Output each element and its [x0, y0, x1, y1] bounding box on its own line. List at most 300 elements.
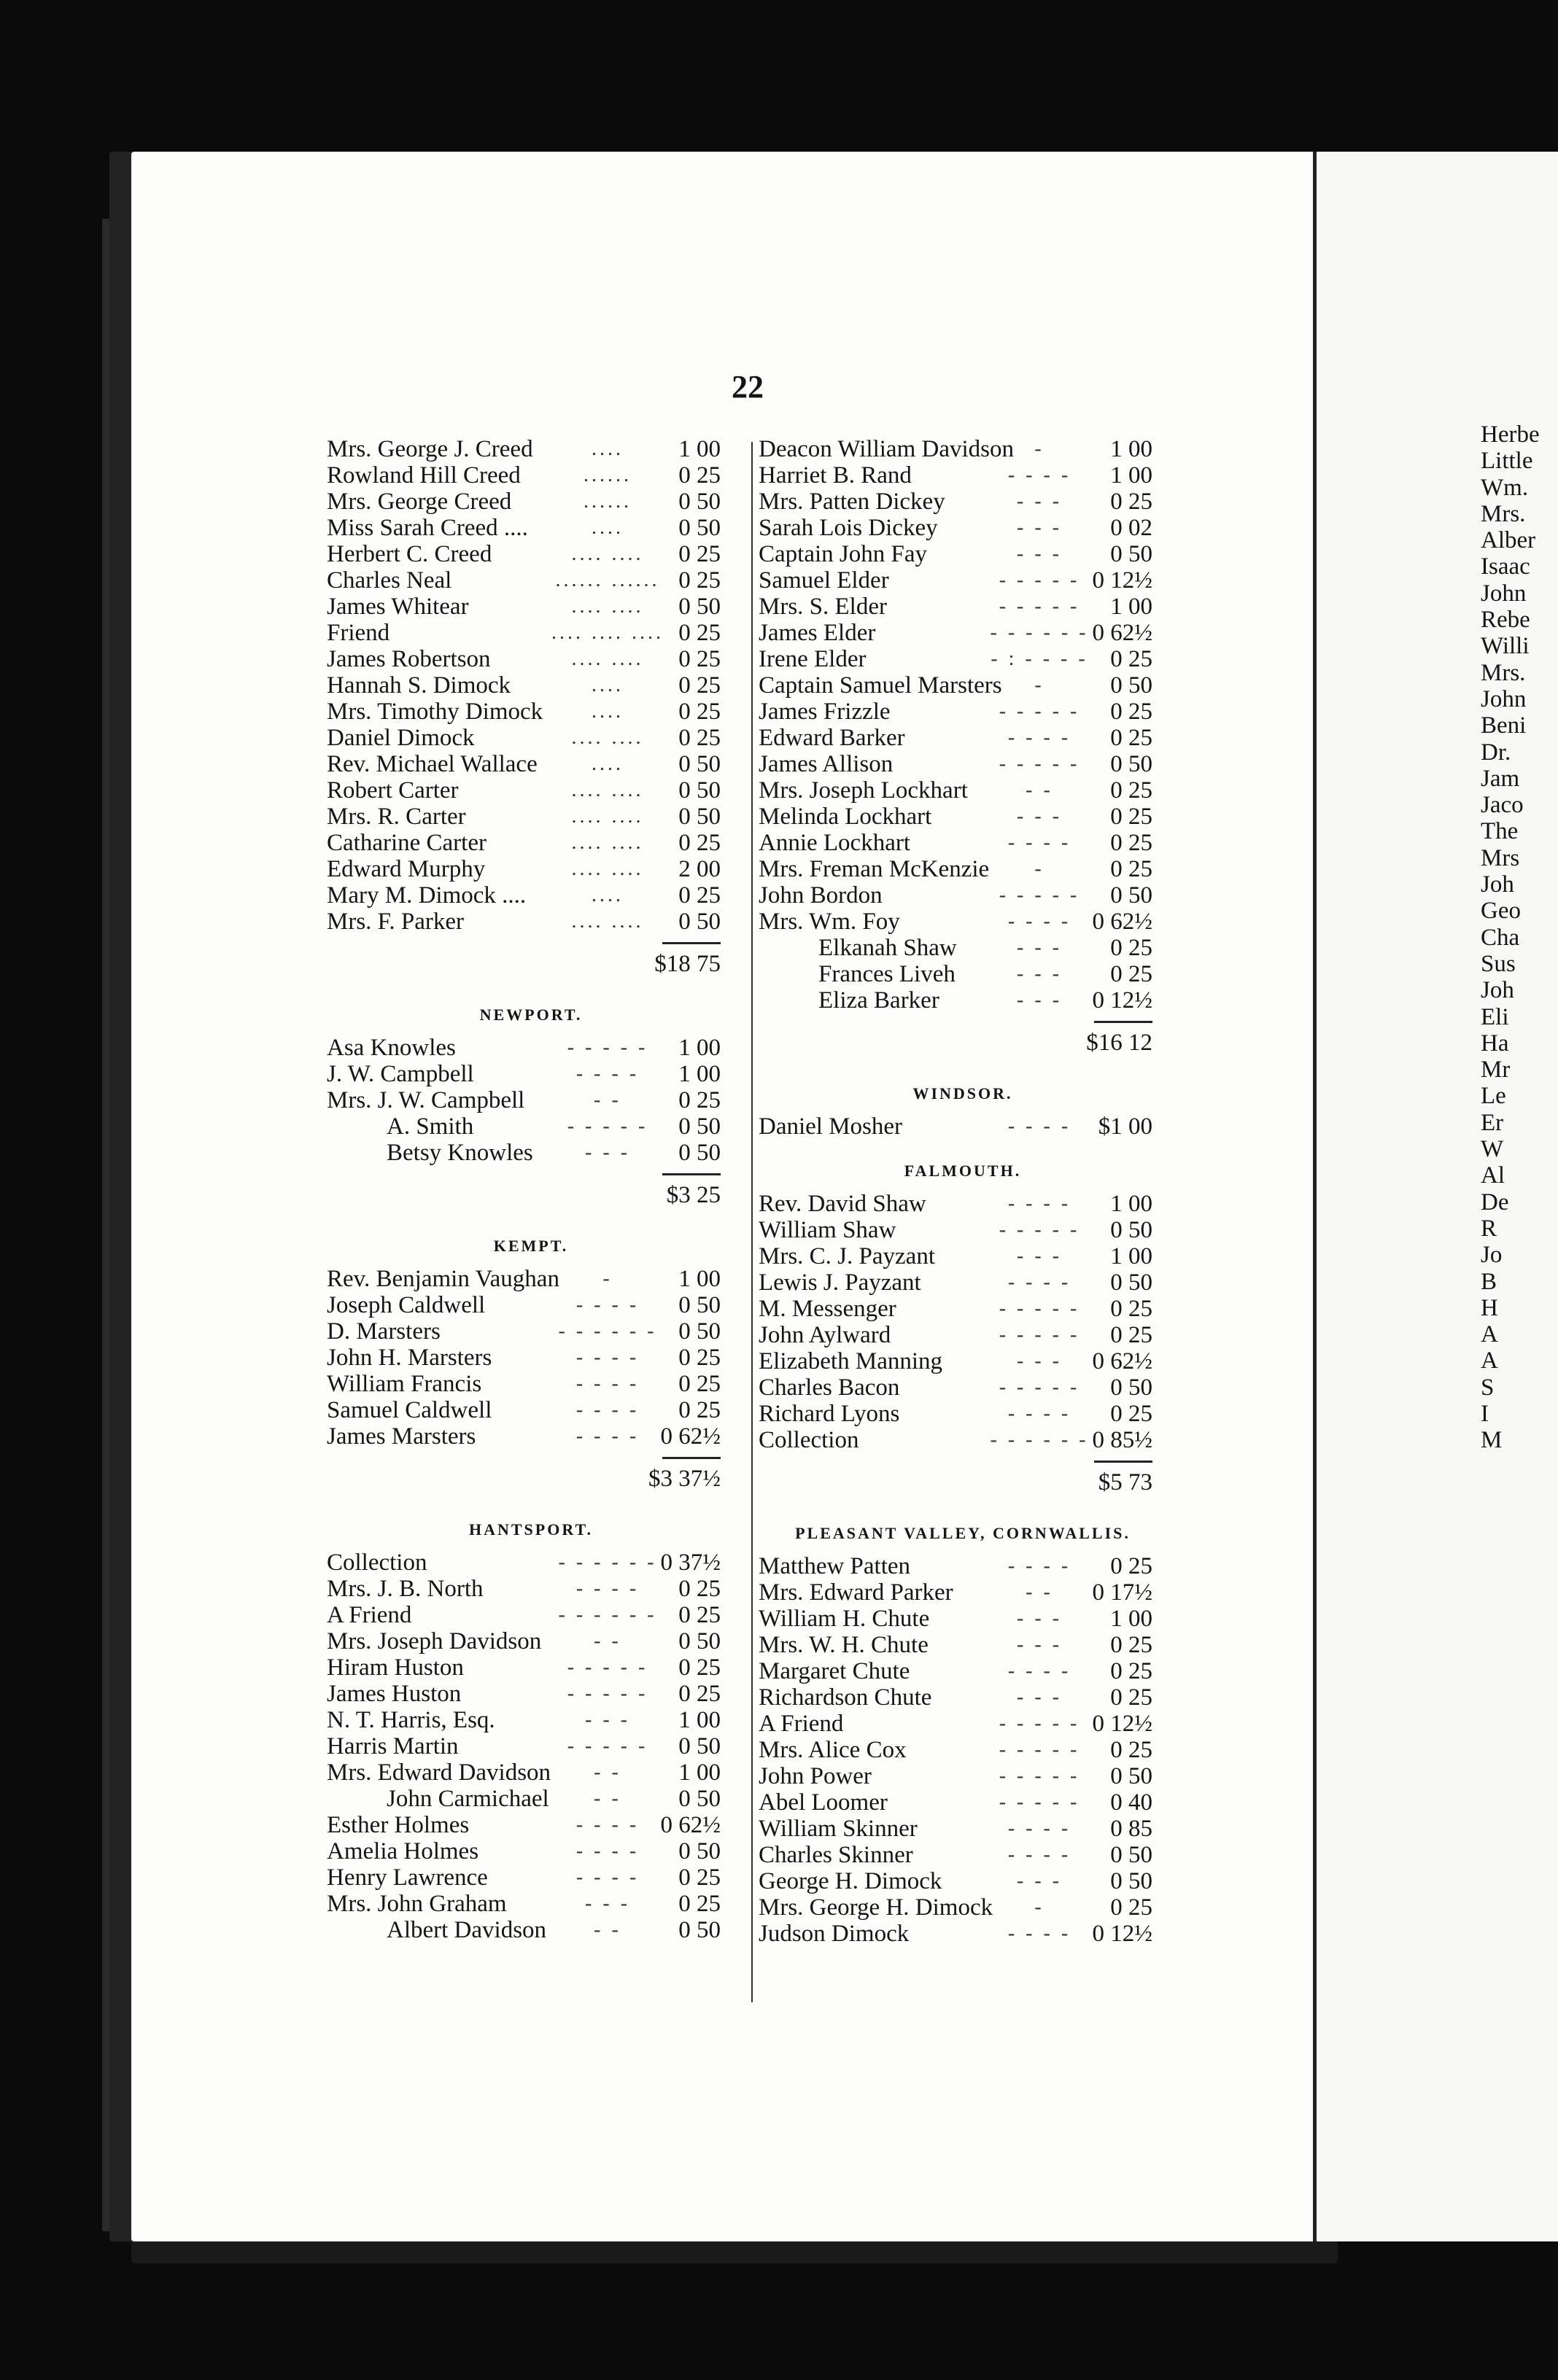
subscriber-name: Richard Lyons	[759, 1401, 900, 1427]
adjacent-page-text: Dr.	[1481, 739, 1511, 766]
subscription-amount: 1 00	[1110, 1243, 1152, 1269]
subscriber-row	[759, 1737, 1167, 1763]
dot-leader: ....	[592, 674, 624, 696]
dot-leader: .... ....	[571, 779, 644, 801]
dot-leader: - -	[594, 1761, 621, 1784]
subscription-amount: 0 50	[678, 777, 721, 804]
subscriber-row	[759, 751, 1167, 777]
subscriber-row	[759, 1921, 1167, 1947]
subscription-amount: 0 25	[678, 672, 721, 699]
subscription-section	[327, 436, 735, 984]
subscriber-row	[327, 1681, 735, 1707]
dot-leader: - - - - -	[999, 752, 1080, 775]
subscriber-name: Mrs. Joseph Lockhart	[759, 777, 968, 804]
subscriber-name: William Francis	[327, 1371, 482, 1397]
dot-leader: - - - - - -	[558, 1603, 657, 1626]
dot-leader: ......	[584, 464, 632, 486]
subscription-amount: 0 50	[1110, 1842, 1152, 1868]
subscription-amount: 0 25	[678, 1681, 721, 1707]
subscriber-name: Collection	[327, 1549, 427, 1576]
subscriber-row	[759, 1217, 1167, 1243]
adjacent-page-text: Eli	[1481, 1003, 1509, 1030]
subscriber-name: A Friend	[759, 1711, 844, 1737]
adjacent-page-text: Beni	[1481, 712, 1527, 739]
adjacent-page-text: Mrs.	[1481, 500, 1526, 527]
subscriber-row	[327, 1035, 735, 1061]
dot-leader: ....	[592, 438, 624, 460]
subscription-amount: 0 25	[1110, 830, 1152, 856]
subscriber-name: A. Smith	[387, 1113, 474, 1140]
subscription-amount: 0 25	[1110, 1322, 1152, 1348]
subscriber-row	[327, 1266, 735, 1292]
dot-leader: - - - -	[1007, 910, 1071, 933]
subscriber-row	[327, 856, 735, 882]
dot-leader: - -	[1026, 1581, 1053, 1603]
subscriber-name: Captain John Fay	[759, 541, 927, 567]
subscriber-row	[759, 1401, 1167, 1427]
subscriber-row	[327, 1759, 735, 1786]
dot-leader: - - - -	[1007, 1271, 1071, 1294]
subscriber-row	[327, 1576, 735, 1602]
adjacent-page-text: W	[1481, 1136, 1504, 1163]
adjacent-page-text: Er	[1481, 1109, 1504, 1136]
subscription-amount: 0 62½	[1092, 1348, 1152, 1374]
subscriber-row	[327, 620, 735, 646]
subscription-amount: 0 50	[678, 1113, 721, 1140]
subscription-amount: 0 25	[678, 1602, 721, 1628]
subscriber-name: Deacon William Davidson	[759, 436, 1014, 462]
subscriber-row	[759, 620, 1167, 646]
subscriber-name: Sarah Lois Dickey	[759, 515, 938, 541]
adjacent-page-text: Al	[1481, 1162, 1505, 1189]
adjacent-page-text: Joh	[1481, 871, 1514, 898]
adjacent-page-text: M	[1481, 1427, 1503, 1454]
subscription-section	[327, 1006, 735, 1215]
dot-leader: - - -	[1017, 516, 1062, 539]
adjacent-page-text: Mrs.	[1481, 659, 1526, 686]
subscriber-row	[327, 1549, 735, 1576]
subscriber-name: Catharine Carter	[327, 830, 487, 856]
subscriber-name: Charles Neal	[327, 567, 452, 594]
subscription-section	[759, 436, 1167, 1062]
subscriber-row	[759, 541, 1167, 567]
subscriber-name: John Aylward	[759, 1322, 891, 1348]
adjacent-page-text: H	[1481, 1294, 1498, 1321]
subscription-amount: 0 25	[1110, 856, 1152, 882]
subscription-amount: 1 00	[678, 1266, 721, 1292]
adjacent-page-text: S	[1481, 1374, 1495, 1401]
dot-leader: ......	[584, 490, 632, 513]
subscriber-name: Mrs. Alice Cox	[759, 1737, 907, 1763]
right-column	[759, 436, 1167, 1947]
subscriber-row	[759, 1658, 1167, 1684]
dot-leader: - - -	[1017, 1245, 1062, 1267]
subscriber-name: Hiram Huston	[327, 1654, 464, 1681]
adjacent-page-text: A	[1481, 1348, 1498, 1374]
subscription-amount: 0 50	[1110, 882, 1152, 909]
subscriber-name: Elkanah Shaw	[818, 935, 957, 961]
subscriber-row	[759, 1711, 1167, 1737]
subscriber-row	[327, 1345, 735, 1371]
subscriber-row	[759, 1606, 1167, 1632]
subscriber-name: James Frizzle	[759, 699, 891, 725]
subscription-amount: 0 40	[1110, 1789, 1152, 1816]
dot-leader: - -	[1026, 779, 1053, 801]
subscriber-name: James Robertson	[327, 646, 491, 672]
subscription-amount: 0 25	[1110, 725, 1152, 751]
subscriber-row	[327, 1397, 735, 1423]
subscriber-row	[327, 515, 735, 541]
dot-leader: .... ....	[571, 595, 644, 618]
subscriber-row	[759, 1789, 1167, 1816]
adjacent-page-text: Rebe	[1481, 607, 1530, 634]
subscription-amount: 0 25	[678, 1576, 721, 1602]
subscriber-row	[327, 699, 735, 725]
dot-leader: - - - -	[575, 1840, 640, 1862]
subscriber-name: Mrs. Joseph Davidson	[327, 1628, 542, 1654]
page-gutter	[1313, 152, 1317, 2241]
adjacent-page-text: Mr	[1481, 1057, 1511, 1084]
subscriber-name: Melinda Lockhart	[759, 804, 932, 830]
subscription-amount: 0 25	[1110, 1632, 1152, 1658]
dot-leader: - - - -	[1007, 1402, 1071, 1425]
dot-leader: .... ....	[571, 910, 644, 933]
adjacent-page-text: Mrs	[1481, 844, 1520, 871]
subscriber-row	[327, 804, 735, 830]
subscription-amount: 0 25	[678, 462, 721, 489]
dot-leader: - - -	[1017, 490, 1062, 513]
dot-leader: - : - - - -	[991, 648, 1088, 670]
dot-leader: - - - - - -	[990, 621, 1089, 644]
subscription-amount: 0 25	[678, 1087, 721, 1113]
subscriber-name: Charles Skinner	[759, 1842, 913, 1868]
subscription-amount: 0 50	[1110, 1269, 1152, 1296]
subscriber-name: Esther Holmes	[327, 1812, 470, 1838]
dot-leader: - - - -	[1007, 1192, 1071, 1215]
left-column	[327, 436, 735, 1943]
dot-leader: - - - -	[1007, 464, 1071, 486]
adjacent-page-text: Jo	[1481, 1242, 1503, 1269]
subscription-amount: 0 62½	[660, 1423, 721, 1450]
subscriber-name: James Whitear	[327, 594, 469, 620]
dot-leader: -	[1034, 858, 1045, 880]
dot-leader: - - - - -	[999, 595, 1080, 618]
subscription-section	[327, 1237, 735, 1498]
dot-leader: - -	[594, 1630, 621, 1652]
dot-leader: - - - - - -	[558, 1551, 657, 1574]
dot-leader: - - - -	[1007, 1843, 1071, 1866]
dot-leader: - - - -	[1007, 831, 1071, 854]
subscription-amount: 0 50	[678, 804, 721, 830]
subscriber-row	[327, 1654, 735, 1681]
subscriber-name: D. Marsters	[327, 1318, 441, 1345]
subscriber-name: Irene Elder	[759, 646, 867, 672]
dot-leader: - - -	[1017, 805, 1062, 828]
dot-leader: ....	[592, 516, 624, 539]
subscriber-row	[327, 1812, 735, 1838]
section-total: $18 75	[654, 951, 721, 977]
dot-leader: - - - - - -	[990, 1428, 1089, 1451]
subscription-amount: 0 25	[1110, 804, 1152, 830]
subscriber-row	[759, 489, 1167, 515]
subscriber-name: Friend	[327, 620, 390, 646]
subscriber-name: Asa Knowles	[327, 1035, 456, 1061]
subscriber-row	[759, 1322, 1167, 1348]
subscriber-row	[759, 987, 1167, 1014]
dot-leader: ...... ......	[555, 569, 660, 591]
dot-leader: - - -	[1017, 1870, 1062, 1892]
subscriber-row	[759, 699, 1167, 725]
subscriber-row	[759, 909, 1167, 935]
dot-leader: -	[1034, 438, 1045, 460]
subscriber-name: Amelia Holmes	[327, 1838, 479, 1864]
adjacent-page-text: Cha	[1481, 924, 1520, 951]
subscription-amount: 0 17½	[1092, 1579, 1152, 1606]
adjacent-page-text: John	[1481, 685, 1527, 712]
subscriber-row	[327, 777, 735, 804]
subscriber-name: Albert Davidson	[387, 1917, 547, 1943]
dot-leader: - - -	[585, 1141, 630, 1164]
subscription-amount: 0 25	[678, 1654, 721, 1681]
subscriber-name: James Allison	[759, 751, 894, 777]
subscriber-row	[759, 725, 1167, 751]
subscriber-row	[327, 751, 735, 777]
subscriber-name: Rev. Benjamin Vaughan	[327, 1266, 559, 1292]
subscription-amount: 1 00	[678, 436, 721, 462]
adjacent-page-text: John	[1481, 580, 1527, 607]
dot-leader: -	[1034, 1896, 1045, 1918]
subscriber-name: A Friend	[327, 1602, 412, 1628]
dot-leader: - - - - -	[567, 1735, 648, 1757]
subscriber-name: M. Messenger	[759, 1296, 896, 1322]
adjacent-page-text: Joh	[1481, 977, 1514, 1004]
subscription-amount: 0 50	[678, 1140, 721, 1166]
subscription-amount: 0 25	[1110, 1684, 1152, 1711]
subscriber-row	[327, 1786, 735, 1812]
subscription-amount: 0 37½	[660, 1549, 721, 1576]
dot-leader: - - -	[1017, 936, 1062, 959]
subscriber-row	[327, 541, 735, 567]
dot-leader: - - - - -	[999, 1297, 1080, 1320]
subscription-amount: 0 25	[1110, 1553, 1152, 1579]
subscriber-row	[327, 1140, 735, 1166]
subscriber-name: Samuel Elder	[759, 567, 889, 594]
subscription-amount: 0 62½	[1092, 620, 1152, 646]
subscriber-row	[759, 1113, 1167, 1140]
subscriber-name: Harris Martin	[327, 1733, 459, 1759]
subscription-amount: 0 50	[678, 1628, 721, 1654]
subscription-amount: 1 00	[678, 1707, 721, 1733]
subscriber-row	[759, 777, 1167, 804]
subscription-amount: 0 25	[678, 620, 721, 646]
subscriber-name: Miss Sarah Creed ....	[327, 515, 528, 541]
adjacent-page-text: Willi	[1481, 633, 1530, 660]
dot-leader: - -	[594, 1918, 621, 1941]
adjacent-page-text: The	[1481, 818, 1519, 845]
dot-leader: - - - - -	[999, 1765, 1080, 1787]
subscription-section	[759, 1162, 1167, 1502]
subscriber-name: Mrs. S. Elder	[759, 594, 887, 620]
dot-leader: - - -	[1017, 1350, 1062, 1372]
subscription-amount: 0 50	[678, 1917, 721, 1943]
subscriber-row	[327, 1864, 735, 1891]
subscriber-row	[759, 935, 1167, 961]
subscriber-name: Rowland Hill Creed	[327, 462, 521, 489]
subscription-amount: 0 25	[678, 1891, 721, 1917]
subscriber-name: Betsy Knowles	[387, 1140, 533, 1166]
adjacent-page-text: Wm.	[1481, 474, 1529, 501]
subscription-amount: 0 25	[678, 1864, 721, 1891]
adjacent-page-text: Jam	[1481, 765, 1520, 792]
subscription-amount: 0 62½	[1092, 909, 1152, 935]
subscriber-row	[327, 489, 735, 515]
subscription-amount: 0 25	[1110, 961, 1152, 987]
dot-leader: .... ....	[571, 831, 644, 854]
subscriber-row	[327, 1838, 735, 1864]
dot-leader: .... .... ....	[551, 621, 664, 644]
subscription-amount: 0 25	[678, 1397, 721, 1423]
dot-leader: - -	[594, 1787, 621, 1810]
subscription-amount: 0 25	[678, 830, 721, 856]
subscription-section	[327, 1520, 735, 1943]
subscriber-name: Edward Murphy	[327, 856, 486, 882]
section-total: $3 37½	[648, 1466, 721, 1492]
section-heading: HANTSPORT.	[468, 1520, 593, 1539]
subscriber-row	[759, 882, 1167, 909]
subscriber-row	[327, 1113, 735, 1140]
subscription-amount: 0 25	[1110, 489, 1152, 515]
subscription-amount: 1 00	[678, 1759, 721, 1786]
subscription-amount: 0 25	[678, 725, 721, 751]
subscriber-name: Abel Loomer	[759, 1789, 888, 1816]
subscriber-row	[759, 594, 1167, 620]
dot-leader: - - - -	[575, 1294, 640, 1316]
dot-leader: - - -	[585, 1892, 630, 1915]
subscriber-name: John Bordon	[759, 882, 883, 909]
adjacent-page-text: Little	[1481, 448, 1533, 475]
dot-leader: - - - -	[575, 1577, 640, 1600]
subscription-amount: 0 25	[1110, 1401, 1152, 1427]
dot-leader: - - - - -	[567, 1656, 648, 1679]
subscriber-name: Mary M. Dimock ....	[327, 882, 527, 909]
subscriber-row	[759, 856, 1167, 882]
section-heading: KEMPT.	[493, 1237, 569, 1255]
subscriber-name: Hannah S. Dimock	[327, 672, 511, 699]
subscription-amount: 0 25	[678, 1371, 721, 1397]
dot-leader: - - - - -	[999, 1376, 1080, 1399]
subscriber-name: Mrs. J. W. Campbell	[327, 1087, 525, 1113]
subscriber-name: Daniel Dimock	[327, 725, 475, 751]
subscriber-row	[327, 436, 735, 462]
subscriber-name: Mrs. C. J. Payzant	[759, 1243, 935, 1269]
dot-leader: ....	[592, 884, 624, 906]
dot-leader: - - - -	[1007, 1555, 1071, 1577]
dot-leader: - -	[594, 1089, 621, 1111]
subscriber-row	[759, 1269, 1167, 1296]
subscriber-row	[759, 1842, 1167, 1868]
dot-leader: - - -	[1017, 989, 1062, 1011]
subscriber-name: Elizabeth Manning	[759, 1348, 943, 1374]
subscriber-row	[759, 961, 1167, 987]
subscriber-name: John Carmichael	[387, 1786, 549, 1812]
subscriber-name: James Elder	[759, 620, 876, 646]
subscriber-row	[759, 1684, 1167, 1711]
subscriber-row	[327, 909, 735, 935]
adjacent-page-text: Ha	[1481, 1030, 1509, 1057]
dot-leader: - - - -	[1007, 1115, 1071, 1138]
dot-leader: - - -	[1017, 1686, 1062, 1708]
dot-leader: - - -	[1017, 1633, 1062, 1656]
section-heading: PLEASANT VALLEY, CORNWALLIS.	[795, 1524, 1131, 1542]
subscription-amount: 0 25	[1110, 1296, 1152, 1322]
subscriber-row	[759, 1763, 1167, 1789]
subscriber-name: Mrs. W. H. Chute	[759, 1632, 929, 1658]
subscription-amount: 1 00	[1110, 1606, 1152, 1632]
subscriber-name: Mrs. F. Parker	[327, 909, 465, 935]
subscriber-row	[327, 1292, 735, 1318]
subscription-amount: 1 00	[678, 1035, 721, 1061]
section-total: $16 12	[1086, 1030, 1152, 1056]
dot-leader: - - - -	[575, 1399, 640, 1421]
dot-leader: - - - -	[1007, 726, 1071, 749]
dot-leader: - - - - -	[999, 569, 1080, 591]
subscriber-name: N. T. Harris, Esq.	[327, 1707, 495, 1733]
column-divider	[751, 442, 753, 2002]
subscriber-name: Mrs. George J. Creed	[327, 436, 533, 462]
subscriber-row	[327, 594, 735, 620]
subscriber-row	[327, 830, 735, 856]
adjacent-page-text: Herbe	[1481, 421, 1540, 448]
subscriber-row	[759, 1191, 1167, 1217]
subscriber-row	[327, 1371, 735, 1397]
subscriber-row	[759, 672, 1167, 699]
subscription-amount: 0 50	[1110, 672, 1152, 699]
subscriber-name: J. W. Campbell	[327, 1061, 474, 1087]
subscriber-name: Mrs. George H. Dimock	[759, 1894, 993, 1921]
subscriber-row	[327, 1602, 735, 1628]
subscriber-name: Richardson Chute	[759, 1684, 932, 1711]
subscriber-name: Mrs. Edward Davidson	[327, 1759, 551, 1786]
dot-leader: - - - - -	[567, 1036, 648, 1059]
dot-leader: .... ....	[571, 726, 644, 749]
dot-leader: - - - -	[1007, 1922, 1071, 1945]
section-total: $3 25	[666, 1182, 721, 1208]
adjacent-page-text: A	[1481, 1321, 1498, 1348]
subscriber-row	[327, 1087, 735, 1113]
subscriber-row	[759, 1427, 1167, 1453]
subscriber-name: William Skinner	[759, 1816, 918, 1842]
dot-leader: - - - -	[575, 1866, 640, 1889]
subscriber-name: Mrs. John Graham	[327, 1891, 507, 1917]
subscriber-row	[327, 725, 735, 751]
subscription-amount: 0 50	[1110, 1763, 1152, 1789]
adjacent-page-text: I	[1481, 1400, 1489, 1427]
subscriber-row	[327, 1891, 735, 1917]
subscription-amount: 0 25	[678, 646, 721, 672]
adjacent-page-text: Jaco	[1481, 792, 1524, 819]
subscription-amount: 0 12½	[1092, 987, 1152, 1014]
adjacent-page-fragments	[1481, 421, 1540, 1454]
subscriber-row	[327, 1423, 735, 1450]
dot-leader: .... ....	[571, 858, 644, 880]
dot-leader: - - -	[1017, 962, 1062, 985]
subscriber-name: Edward Barker	[759, 725, 905, 751]
subscriber-name: Margaret Chute	[759, 1658, 910, 1684]
dot-leader: - - - - -	[999, 1791, 1080, 1813]
subscription-amount: 0 50	[678, 515, 721, 541]
subscription-amount: 0 50	[678, 751, 721, 777]
dot-leader: - - - - -	[999, 1712, 1080, 1735]
